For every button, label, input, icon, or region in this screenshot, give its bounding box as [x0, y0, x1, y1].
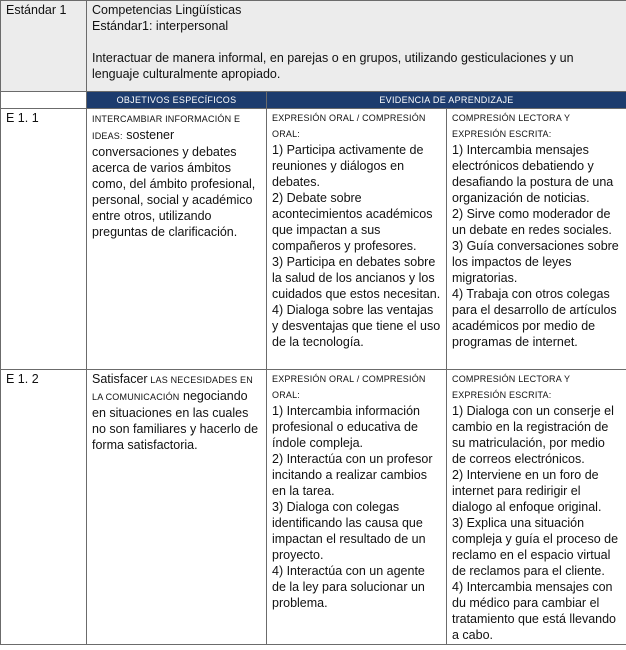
- list-item: 2) Interviene en un foro de internet para redirigir el dialogo al enfoque original.: [452, 468, 602, 514]
- list-item: 2) Debate sobre acontecimientos académicos que impactan a sus compañeros y profesores.: [272, 191, 433, 253]
- list-item: 2) Interactúa con un profesor incitando a realizar cambios en la tarea.: [272, 452, 433, 498]
- section-header-band: [1, 92, 626, 109]
- evidence-header: EVIDENCIA DE APRENDIZAJE: [267, 92, 626, 109]
- table-row: [1, 370, 626, 645]
- written-header: COMPRESIÓN LECTORA Y EXPRESIÓN ESCRITA:: [452, 374, 571, 400]
- list-item: 3) Explica una situación compleja y guía el proceso de reclamo en el espacio virtual de reclamos para el cliente.: [452, 516, 619, 578]
- objective-text: negociando en situaciones en las cuales no son familiares y hacerlo de forma satisfactoria.: [92, 389, 259, 452]
- list-item: 4) Trabaja con otros colegas para el desarrollo de artículos académicos por medio de programas de internet.: [452, 287, 617, 349]
- objective-lead: LAS NECESIDADES EN LA COMUNICACIÓN: [92, 375, 253, 402]
- standard-description: Interactuar de manera informal, en parejas o en grupos, utilizando gesticulaciones y un lenguaje culturalmente apropiado.: [92, 51, 574, 81]
- row-code: E 1. 2: [1, 370, 87, 645]
- list-item: 2) Sirve como moderador de un debate en redes sociales.: [452, 207, 612, 237]
- list-item: 3) Guía conversaciones sobre los impactos de leyes migratorias.: [452, 239, 619, 285]
- standard-description-cell: [87, 1, 626, 92]
- objective-text: sostener conversaciones y debates acerca de varios ámbitos como, del ámbito profesional, personal, social y académico entre otros, utilizando preguntas de clarificación.: [92, 128, 256, 239]
- table-row: [1, 109, 626, 370]
- oral-evidence-cell: [267, 109, 447, 370]
- written-evidence-cell: [447, 109, 626, 370]
- row-code: E 1. 1: [1, 109, 87, 370]
- band-blank-cell: [1, 92, 87, 109]
- list-item: 1) Intercambia mensajes electrónicos debatiendo y desafiando la postura de una organización de noticias.: [452, 143, 614, 205]
- oral-evidence-cell: [267, 370, 447, 645]
- standard-subtitle: Estándar1: interpersonal: [92, 19, 229, 33]
- oral-header: EXPRESIÓN ORAL / COMPRESIÓN ORAL:: [272, 113, 426, 139]
- written-header: COMPRESIÓN LECTORA Y EXPRESIÓN ESCRITA:: [452, 113, 571, 139]
- list-item: 1) Participa activamente de reuniones y diálogos en debates.: [272, 143, 424, 189]
- objectives-header: OBJETIVOS ESPECÍFICOS: [87, 92, 267, 109]
- list-item: 4) Interactúa con un agente de la ley para solucionar un problema.: [272, 564, 425, 610]
- list-item: 4) Dialoga sobre las ventajas y desventajas que tiene el uso de la tecnología.: [272, 303, 441, 349]
- written-evidence-cell: [447, 370, 626, 645]
- list-item: 1) Intercambia información profesional o educativa de índole compleja.: [272, 404, 420, 450]
- objective-lead: INTERCAMBIAR INFORMACIÓN E IDEAS:: [92, 114, 241, 141]
- objective-cell: [87, 370, 267, 645]
- oral-header: EXPRESIÓN ORAL / COMPRESIÓN ORAL:: [272, 374, 426, 400]
- standard-label: Estándar 1: [1, 1, 87, 92]
- standard-title: Competencias Lingüísticas: [92, 3, 242, 17]
- objective-verb: Satisfacer: [92, 372, 148, 386]
- list-item: 3) Participa en debates sobre la salud de los ancianos y los cuidados que estos necesitan.: [272, 255, 441, 301]
- list-item: 3) Dialoga con colegas identificando las causa que impactan el resultado de un proyecto.: [272, 500, 426, 562]
- objective-cell: [87, 109, 267, 370]
- list-item: 1) Dialoga con un conserje el cambio en la registración de su matriculación, por medio de correos electrónicos.: [452, 404, 614, 466]
- list-item: 4) Intercambia mensajes con du médico para cambiar el tratamiento que está llevando a cabo.: [452, 580, 616, 642]
- standard-header-row: [1, 1, 626, 92]
